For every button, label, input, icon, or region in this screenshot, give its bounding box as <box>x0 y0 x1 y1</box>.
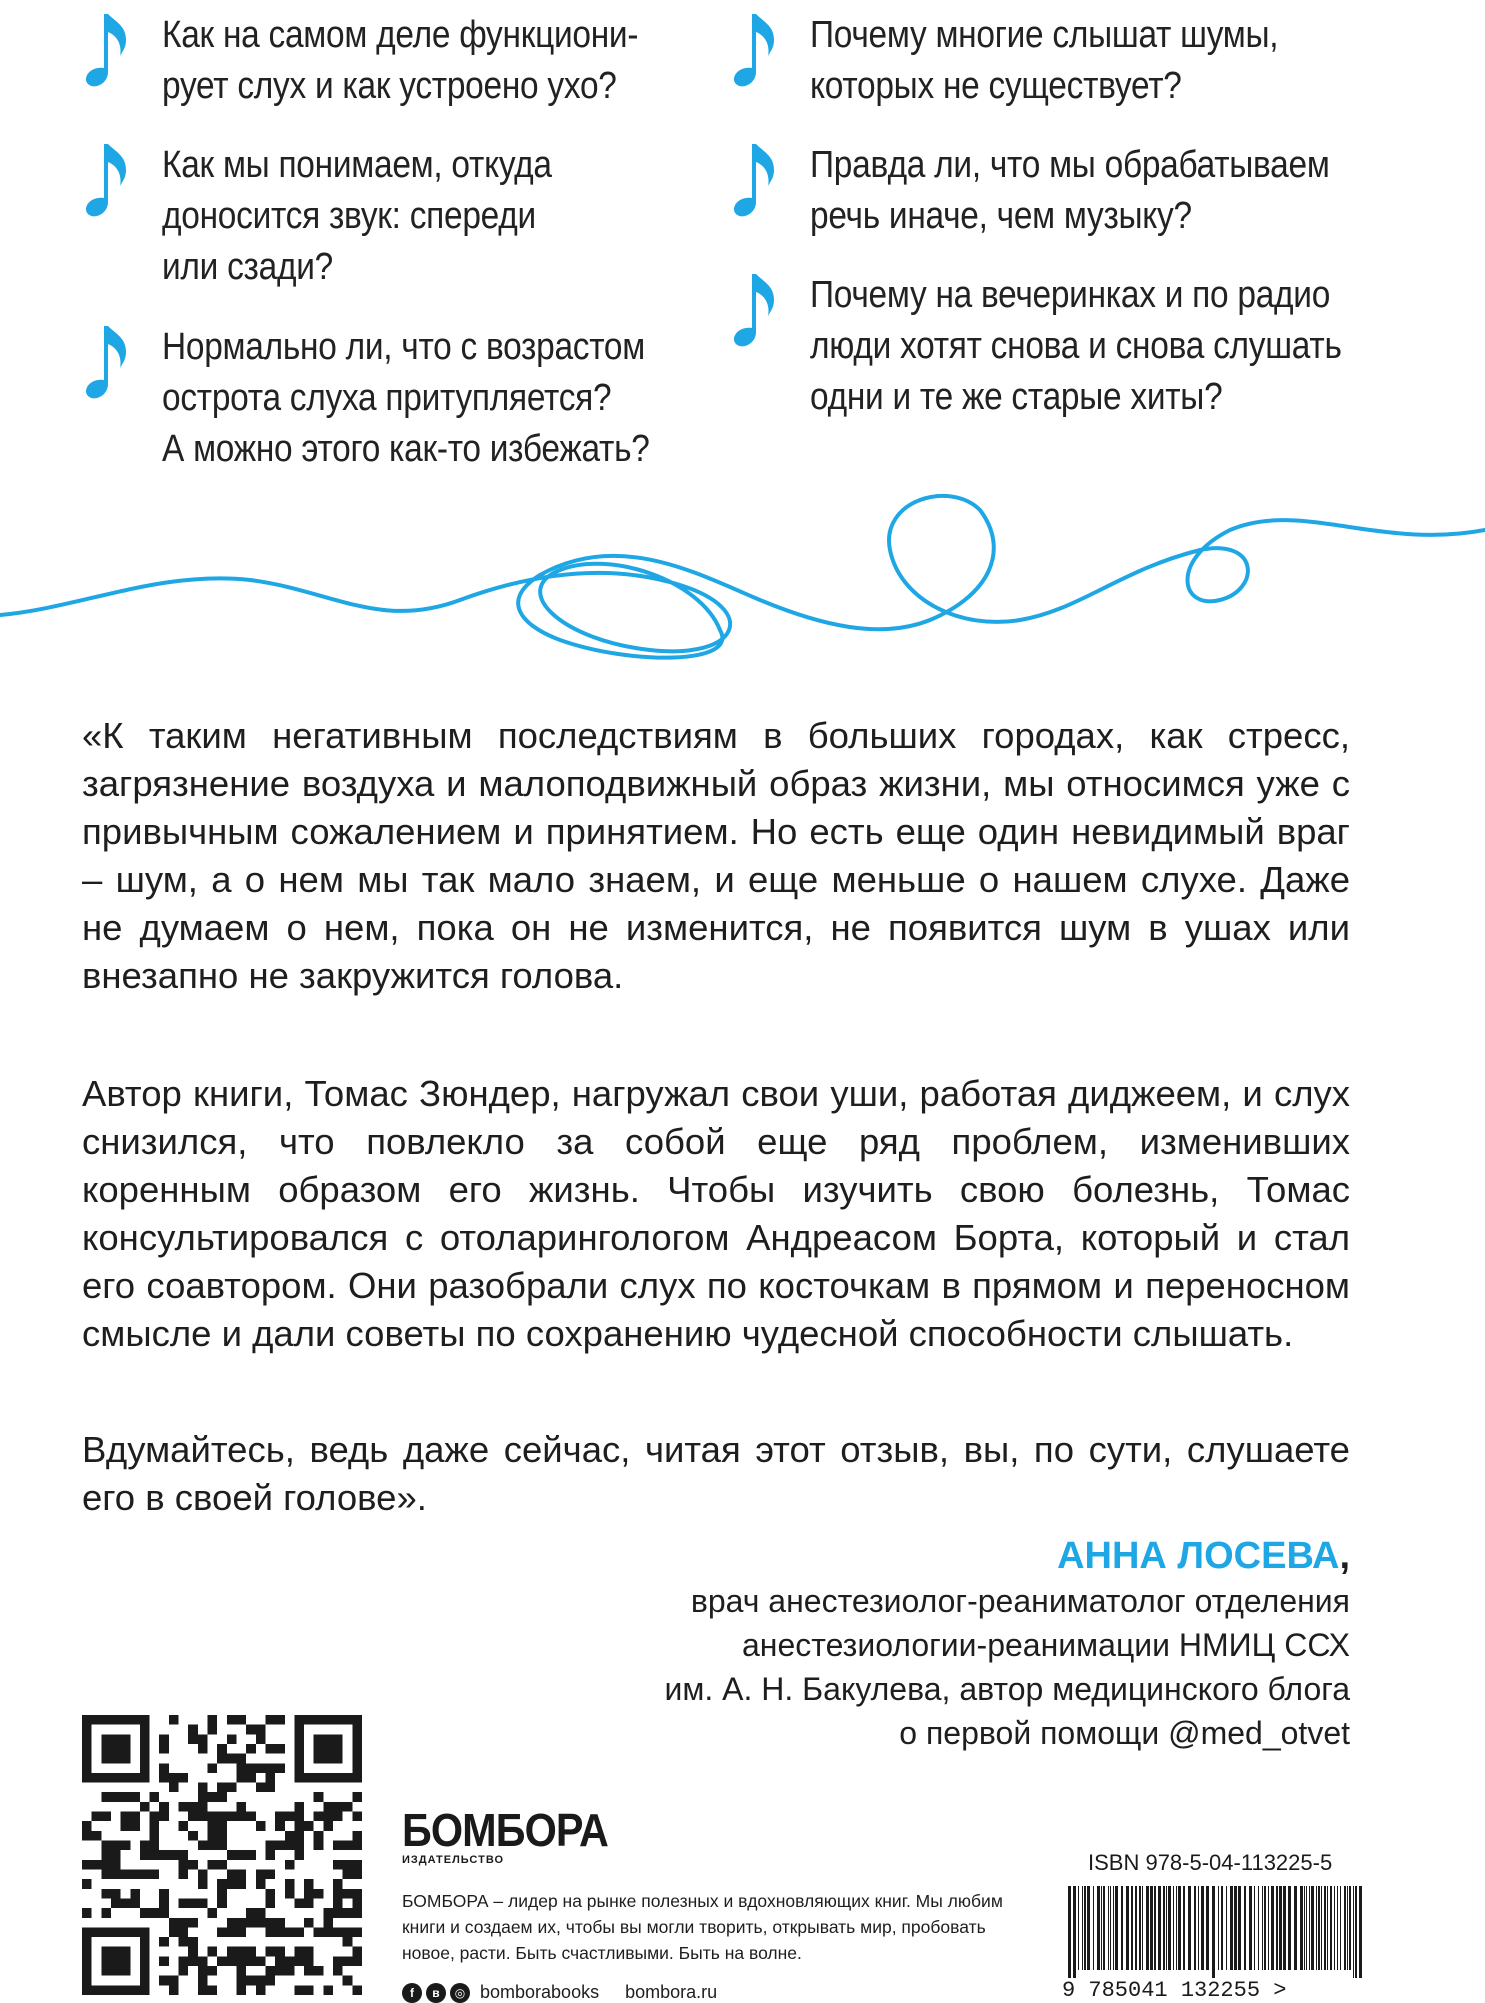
question-text: Почему на вечеринках и по радио люди хотят снова и снова слушать одни и те же старые хиты? <box>810 274 1342 418</box>
barcode-bar <box>1300 1886 1303 1970</box>
question-text: Почему многие слышат шумы, которых не существует? <box>810 14 1279 107</box>
barcode-bar <box>1254 1886 1255 1970</box>
barcode-bar <box>1234 1886 1237 1970</box>
barcode-bar <box>1142 1886 1143 1970</box>
barcode-bar <box>1359 1886 1362 1978</box>
social-handle-link[interactable]: bomborabooks <box>480 1982 600 2002</box>
barcode-bar <box>1166 1886 1167 1970</box>
barcode-bar <box>1276 1886 1278 1970</box>
barcode-bar <box>1101 1886 1102 1970</box>
barcode-bar <box>1154 1886 1156 1970</box>
barcode-bar <box>1139 1886 1141 1970</box>
barcode-bar <box>1324 1886 1326 1970</box>
publisher-logo: БОМБОРА <box>402 1804 608 1856</box>
question-item <box>82 140 605 293</box>
publisher-block <box>402 1804 1042 2003</box>
music-note-icon <box>730 140 780 230</box>
barcode-bar <box>1158 1886 1161 1970</box>
music-note-icon <box>730 270 780 360</box>
barcode-bar <box>1206 1886 1209 1970</box>
barcode-bar <box>1163 1886 1165 1970</box>
music-note-icon <box>730 10 780 100</box>
barcode-bar <box>1279 1886 1282 1970</box>
qr-code[interactable] <box>82 1715 362 1995</box>
barcode-bar <box>1221 1886 1223 1970</box>
music-note-icon <box>82 10 132 100</box>
decorative-wave-line <box>0 490 1485 675</box>
barcode-bar <box>1327 1886 1328 1970</box>
barcode-bar <box>1226 1886 1227 1970</box>
barcode-bar <box>1321 1886 1322 1970</box>
author-name-comma: , <box>1339 1535 1350 1577</box>
vk-icon[interactable]: в <box>426 1983 446 2003</box>
question-text: Как на самом деле функциони- рует слух и как устроено ухо? <box>162 14 639 107</box>
music-note-icon <box>82 322 132 412</box>
questions-block <box>0 0 1485 480</box>
barcode-bar <box>1311 1886 1314 1970</box>
barcode-bar <box>1337 1886 1338 1970</box>
barcode-bar <box>1347 1886 1348 1970</box>
review-signature <box>665 1533 1351 1755</box>
barcode-bar <box>1115 1886 1118 1970</box>
barcode-bar <box>1306 1886 1307 1970</box>
barcode-bar <box>1087 1886 1090 1970</box>
barcode-bar <box>1244 1886 1246 1970</box>
barcode-bar <box>1103 1886 1105 1970</box>
barcode-bar <box>1230 1886 1233 1970</box>
author-role-line: анестезиологии-реанимации НМИЦ ССХ <box>742 1627 1350 1663</box>
barcode-bar <box>1318 1886 1320 1970</box>
question-item <box>730 10 1342 112</box>
barcode-bar <box>1084 1886 1086 1970</box>
barcode-bar <box>1283 1886 1286 1970</box>
barcode-bar <box>1249 1886 1252 1970</box>
barcode-bar <box>1288 1886 1291 1970</box>
barcode-bar <box>1218 1886 1219 1970</box>
barcode-bar <box>1073 1886 1076 1978</box>
review-paragraph-1: «К таким негативным последствиям в больших городах, как стресс, загрязнение воздуха и малоподвижный образ жизни, мы относимся уже с привычным сожалением и принятием. Но есть еще один невидимый враг – шум, а о нем мы так мало знаем, и еще меньше о нашем слухе. Даже не думаем о нем, пока он не изменится, не появится шум в ушах или внезапно не закружится голова. <box>82 715 1350 996</box>
barcode-bar <box>1353 1886 1354 1978</box>
barcode-bar <box>1146 1886 1149 1970</box>
barcode-bar <box>1304 1886 1305 1970</box>
barcode-bar <box>1093 1886 1094 1970</box>
barcode-bar <box>1344 1886 1346 1970</box>
barcode-bar <box>1349 1886 1351 1970</box>
barcode-bar <box>1110 1886 1111 1970</box>
question-item <box>730 140 1400 242</box>
barcode-bar <box>1330 1886 1332 1970</box>
barcode-bar <box>1108 1886 1109 1970</box>
barcode-digits: 9 785041 132255 > <box>1062 1978 1287 2000</box>
barcode-bar <box>1262 1886 1263 1970</box>
facebook-icon[interactable]: f <box>402 1983 422 2003</box>
barcode-bar <box>1082 1886 1083 1970</box>
barcode-bar <box>1194 1886 1196 1970</box>
question-text: Как мы понимаем, откуда доносится звук: спереди или сзади? <box>162 144 552 288</box>
barcode-bar <box>1176 1886 1177 1970</box>
barcode-bar <box>1150 1886 1153 1970</box>
barcode-bar <box>1113 1886 1114 1970</box>
barcode-bar <box>1131 1886 1133 1970</box>
instagram-icon[interactable]: ◎ <box>450 1983 470 2003</box>
barcode-bar <box>1316 1886 1317 1970</box>
barcode-bar <box>1309 1886 1310 1970</box>
review-paragraph-2: Автор книги, Томас Зюндер, нагружал свои уши, работая диджеем, и слух снизился, что повлекло за собой еще ряд проблем, изменивших коренным образом его жизнь. Чтобы изучить свою болезнь, Томас консультировался с отоларингологом Андреасом Борта, который и стал его соавтором. Они разобрали слух по косточкам в прямом и переносном смысле и дали советы по сохранению чудесной способности слышать. <box>82 1073 1350 1354</box>
question-text: Правда ли, что мы обрабатываем речь иначе, чем музыку? <box>810 144 1330 237</box>
barcode <box>1060 1886 1380 2000</box>
review-paragraph-3: Вдумайтесь, ведь даже сейчас, читая этот отзыв, вы, по сути, слушаете его в своей голове». <box>82 1429 1350 1518</box>
barcode-bar <box>1268 1886 1269 1970</box>
barcode-bar <box>1258 1886 1259 1970</box>
barcode-bar <box>1168 1886 1171 1970</box>
author-name: АННА ЛОСЕВА <box>1057 1535 1340 1577</box>
publisher-description: БОМБОРА – лидер на рынке полезных и вдохновляющих книг. Мы любим книги и создаем их, чтобы вы могли творить, открывать мир, пробовать новое, расти. Быть счастливыми. Быть на волне. <box>402 1891 1003 1963</box>
question-text: Нормально ли, что с возрастом острота слуха притупляется? А можно этого как-то избежать? <box>162 326 650 470</box>
barcode-bar <box>1183 1886 1185 1970</box>
barcode-bar <box>1078 1886 1079 1970</box>
barcode-bar <box>1340 1886 1341 1970</box>
barcode-bar <box>1264 1886 1266 1970</box>
barcode-bar <box>1355 1886 1357 1978</box>
author-role-line: им. А. Н. Бакулева, автор медицинского блога <box>664 1671 1350 1707</box>
barcode-bar <box>1334 1886 1335 1970</box>
barcode-bar <box>1178 1886 1181 1970</box>
barcode-bar <box>1097 1886 1100 1970</box>
barcode-bar <box>1173 1886 1174 1970</box>
author-role-line: о первой помощи @med_otvet <box>899 1715 1350 1751</box>
question-item <box>730 270 1414 423</box>
barcode-bar <box>1238 1886 1241 1970</box>
barcode-bar <box>1135 1886 1137 1970</box>
isbn-label: ISBN 978-5-04-113225-5 <box>1088 1850 1333 1875</box>
publisher-logo-subtitle: ИЗДАТЕЛЬСТВО <box>402 1854 505 1866</box>
barcode-bar <box>1198 1886 1199 1970</box>
barcode-bar <box>1126 1886 1129 1970</box>
music-note-icon <box>82 140 132 230</box>
barcode-bar <box>1121 1886 1123 1970</box>
author-role-line: врач анестезиолог-реаниматолог отделения <box>690 1583 1350 1619</box>
barcode-bar <box>1294 1886 1297 1970</box>
question-item <box>82 322 716 475</box>
barcode-bar <box>1212 1886 1215 1978</box>
barcode-bar <box>1201 1886 1204 1970</box>
question-item <box>82 10 703 112</box>
barcode-bar <box>1271 1886 1274 1970</box>
barcode-bar <box>1068 1886 1071 1978</box>
website-link[interactable]: bombora.ru <box>625 1982 718 2002</box>
barcode-bar <box>1188 1886 1191 1970</box>
